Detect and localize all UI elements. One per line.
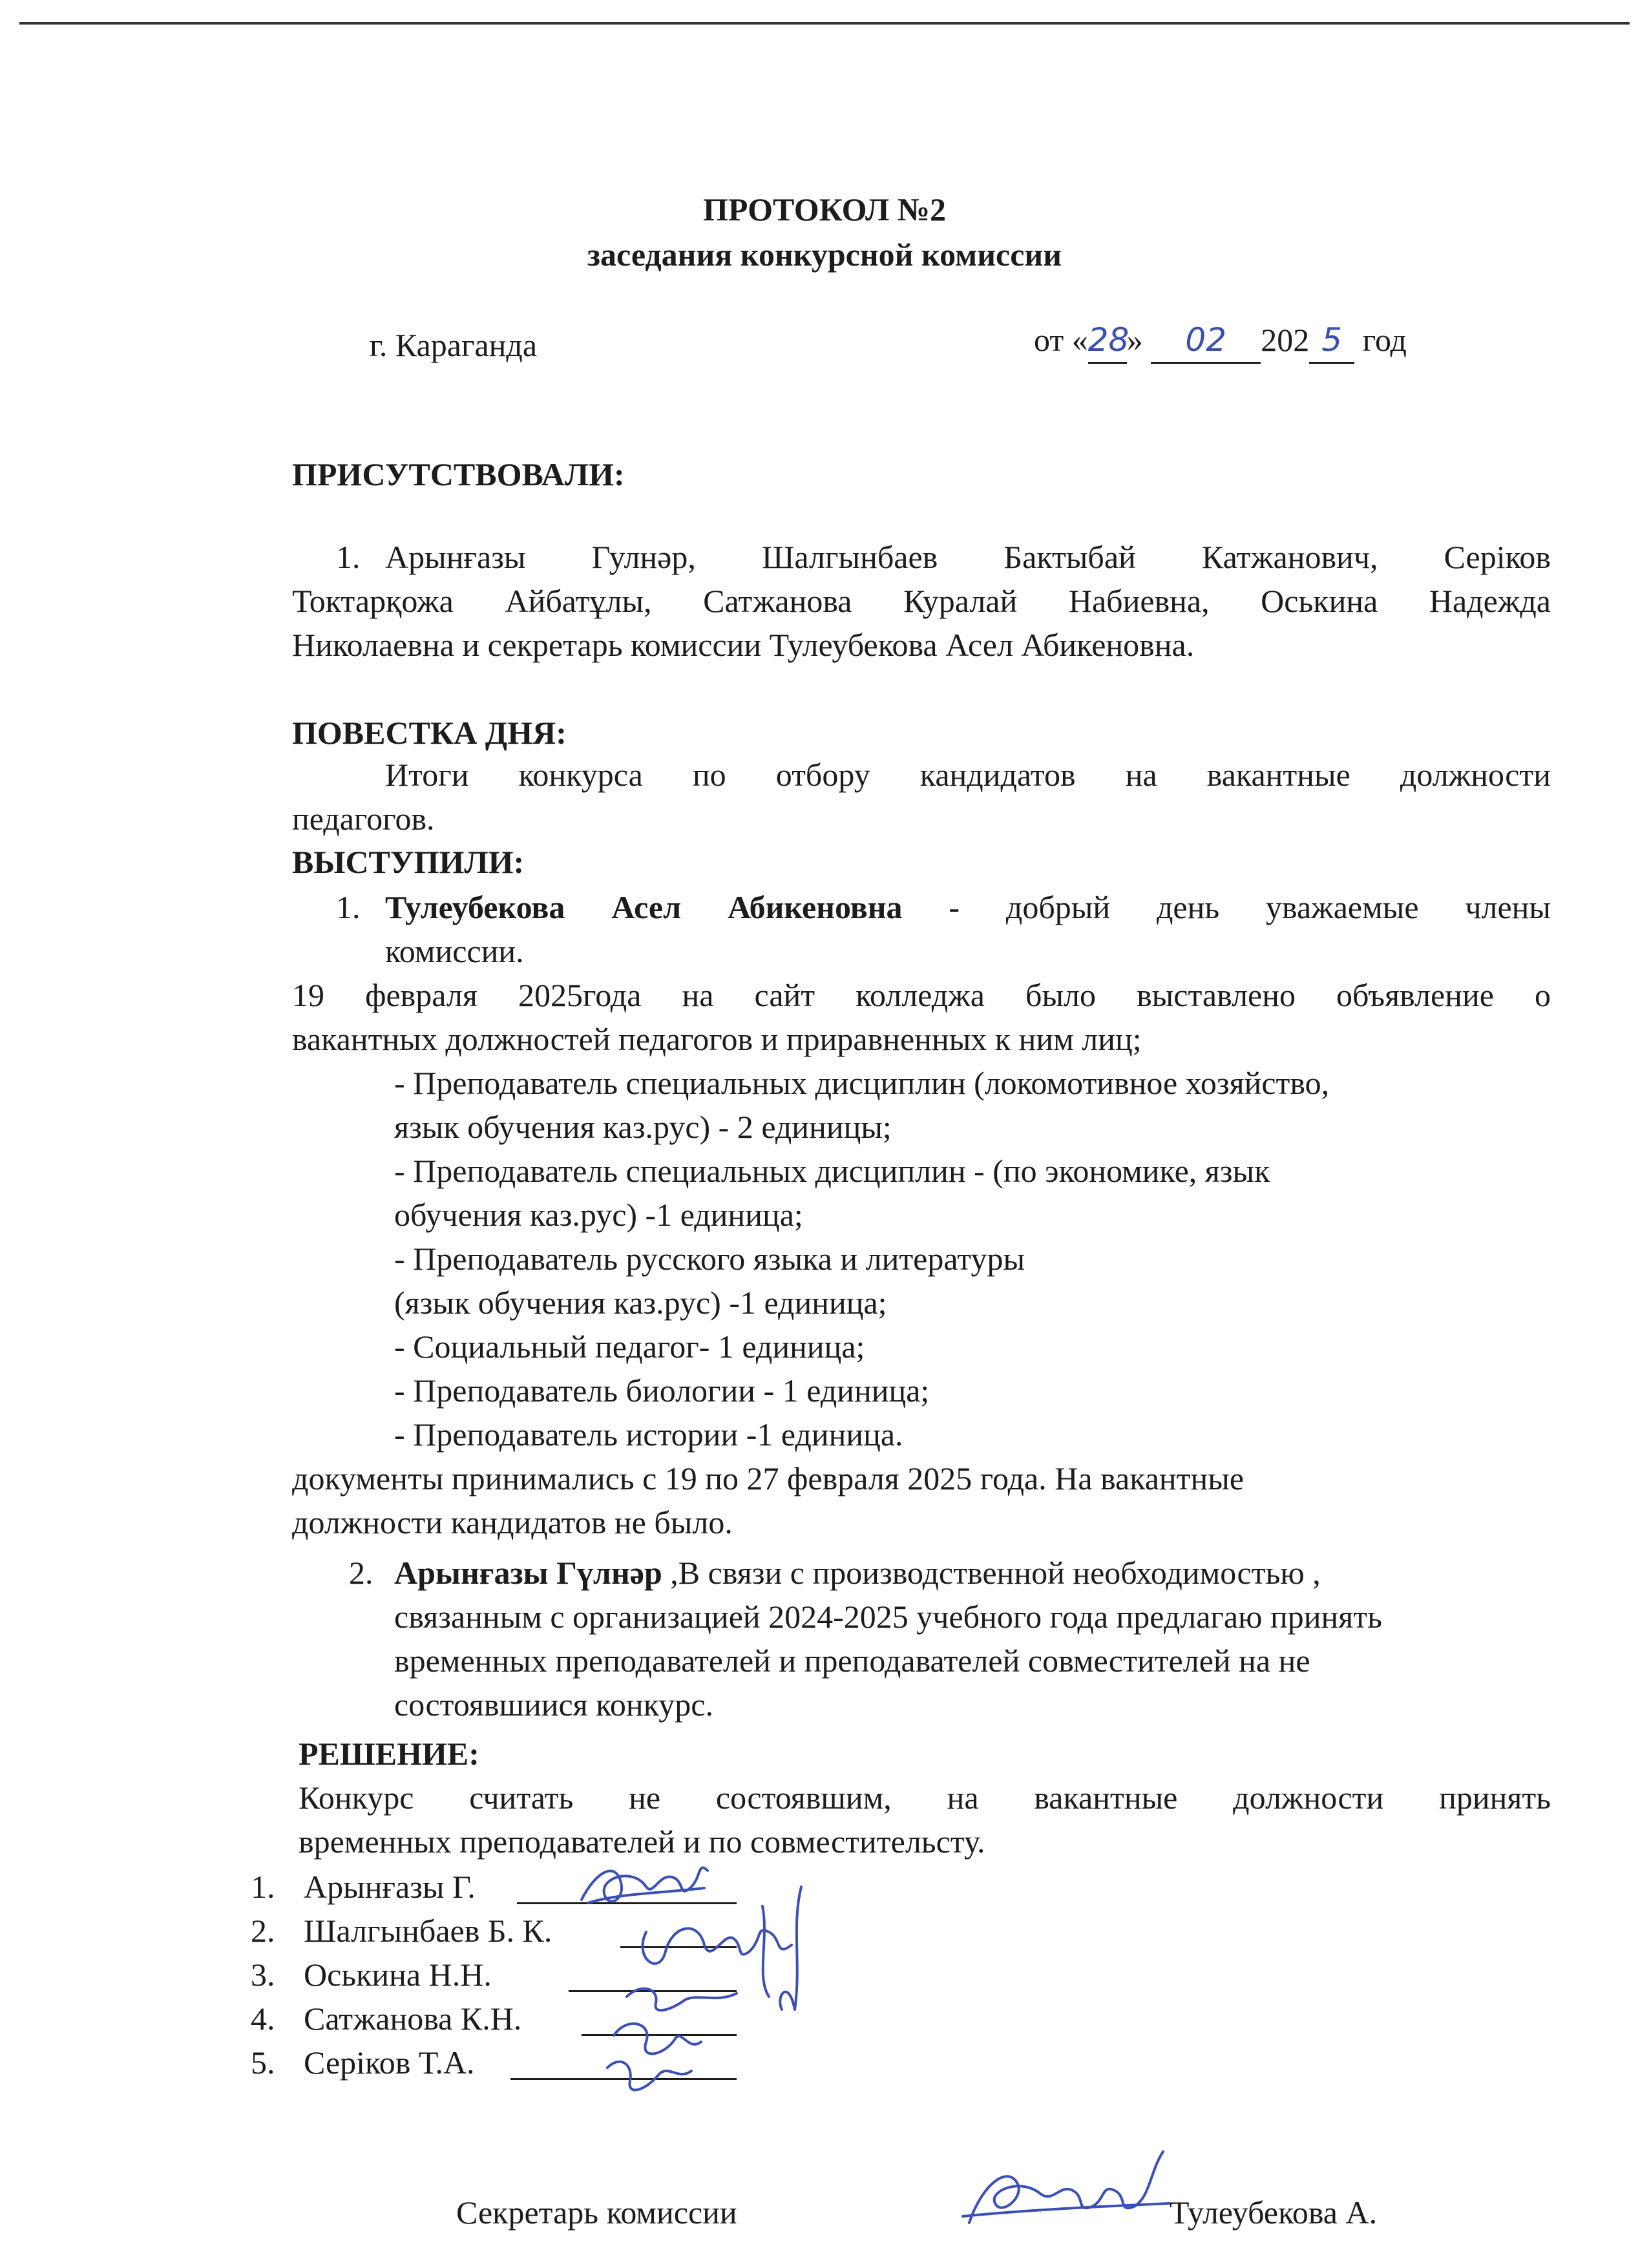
vacancy-line: - Преподаватель специальных дисциплин - (по экономике, язык [394, 1153, 1270, 1189]
vacancy-line: - Социальный педагог- 1 единица; [394, 1328, 865, 1365]
speaker-2-name: Арынғазы Гүлнәр [394, 1555, 662, 1591]
signatory-name: Шалгынбаев Б. К. [304, 1913, 552, 1949]
agenda-line-2: педагогов. [292, 801, 435, 837]
document-title: ПРОТОКОЛ №2 [702, 191, 947, 227]
signatory-number: 4. [251, 2000, 275, 2037]
date-mid: » [1126, 322, 1143, 358]
speaker-2-number: 2. [349, 1555, 373, 1591]
vacancy-line: - Преподаватель русского языка и литературы [394, 1241, 1025, 1277]
documents-line-1: документы принимались с 19 по 27 февраля 2025 года. На вакантные [292, 1460, 1245, 1496]
announcement-line-1: 19 февраля 2025года на сайт колледжа было выставлено объявление о [292, 977, 1551, 1013]
speaker-2-line: временных преподавателей и преподавателей совместителей на не [394, 1643, 1310, 1679]
date [1034, 318, 1407, 364]
date-year-digit: 5 [1309, 318, 1354, 364]
date-year-prefix: 202 [1261, 322, 1310, 358]
document-subtitle: заседания конкурсной комиссии [587, 236, 1062, 273]
present-line-3: Николаевна и секретарь комиссии Тулеубекова Асел Абикеновна. [292, 627, 1195, 663]
top-border-line [19, 22, 1630, 25]
speaker-1-name: Тулеубекова Асел Абикеновна [385, 889, 903, 925]
present-number: 1. [336, 539, 361, 575]
signatures-stack-image [569, 1848, 840, 2106]
date-suffix: год [1362, 322, 1407, 358]
signatory-number: 3. [251, 1957, 275, 1993]
vacancy-line: - Преподаватель специальных дисциплин (локомотивное хозяйство, [394, 1065, 1330, 1101]
agenda-heading: ПОВЕСТКА ДНЯ: [292, 715, 567, 751]
speaker-1-line-1 [385, 885, 1551, 929]
place: г. Караганда [370, 327, 538, 363]
vacancy-line: (язык обучения каз.рус) -1 единица; [394, 1285, 887, 1321]
vacancy-line: обучения каз.рус) -1 единица; [394, 1197, 803, 1233]
vacancy-line: - Преподаватель истории -1 единица. [394, 1416, 903, 1453]
signatory-number: 1. [251, 1869, 275, 1905]
speaker-1-line-2: комиссии. [385, 933, 524, 969]
signatory-number: 5. [251, 2044, 275, 2081]
speaker-2-line-1 [394, 1551, 1321, 1595]
speakers-heading: ВЫСТУПИЛИ: [292, 844, 525, 880]
present-heading: ПРИСУТСТВОВАЛИ: [292, 456, 625, 492]
speaker-2-line: связанным с организацией 2024-2025 учебного года предлагаю принять [394, 1599, 1382, 1635]
signatory-name: Серіков Т.А. [304, 2044, 475, 2081]
signatory-name: Оськина Н.Н. [304, 1957, 492, 1993]
documents-line-2: должности кандидатов не было. [292, 1504, 733, 1540]
decision-line-2: временных преподавателей и по совместительсту. [299, 1823, 985, 1860]
speaker-2-line: состоявшиися конкурс. [394, 1686, 713, 1723]
date-day: 28 [1088, 318, 1127, 364]
signatory-name: Арынғазы Г. [304, 1869, 476, 1905]
secretary-label: Секретарь комиссии [456, 2194, 737, 2231]
vacancy-line: язык обучения каз.рус) - 2 единицы; [394, 1109, 892, 1145]
secretary-signature-image [956, 2145, 1176, 2236]
announcement-line-2: вакантных должностей педагогов и приравненных к ним лиц; [292, 1021, 1142, 1057]
speaker-2-text: ,В связи с производственной необходимостью , [662, 1555, 1321, 1591]
present-line-2: Токтарқожа Айбатұлы, Сатжанова Куралай Набиевна, Оськина Надежда [292, 583, 1551, 619]
decision-heading: РЕШЕНИЕ: [299, 1736, 479, 1772]
date-month: 02 [1151, 318, 1261, 364]
decision-line-1: Конкурс считать не состоявшим, на вакантные должности принять [299, 1780, 1551, 1816]
vacancy-line: - Преподаватель биологии - 1 единица; [394, 1372, 930, 1409]
present-line-1: Арынғазы Гулнәр, Шалгынбаев Бактыбай Катжанович, Серіков [385, 539, 1551, 575]
signatory-number: 2. [251, 1913, 275, 1949]
speaker-1-number: 1. [336, 889, 361, 925]
agenda-line-1: Итоги конкурса по отбору кандидатов на вакантные должности [385, 757, 1551, 793]
speaker-1-text: - добрый день уважаемые члены [902, 889, 1551, 925]
secretary-name: Тулеубекова А. [1170, 2194, 1378, 2231]
signatory-name: Сатжанова К.Н. [304, 2000, 522, 2037]
date-prefix: от « [1034, 322, 1088, 358]
